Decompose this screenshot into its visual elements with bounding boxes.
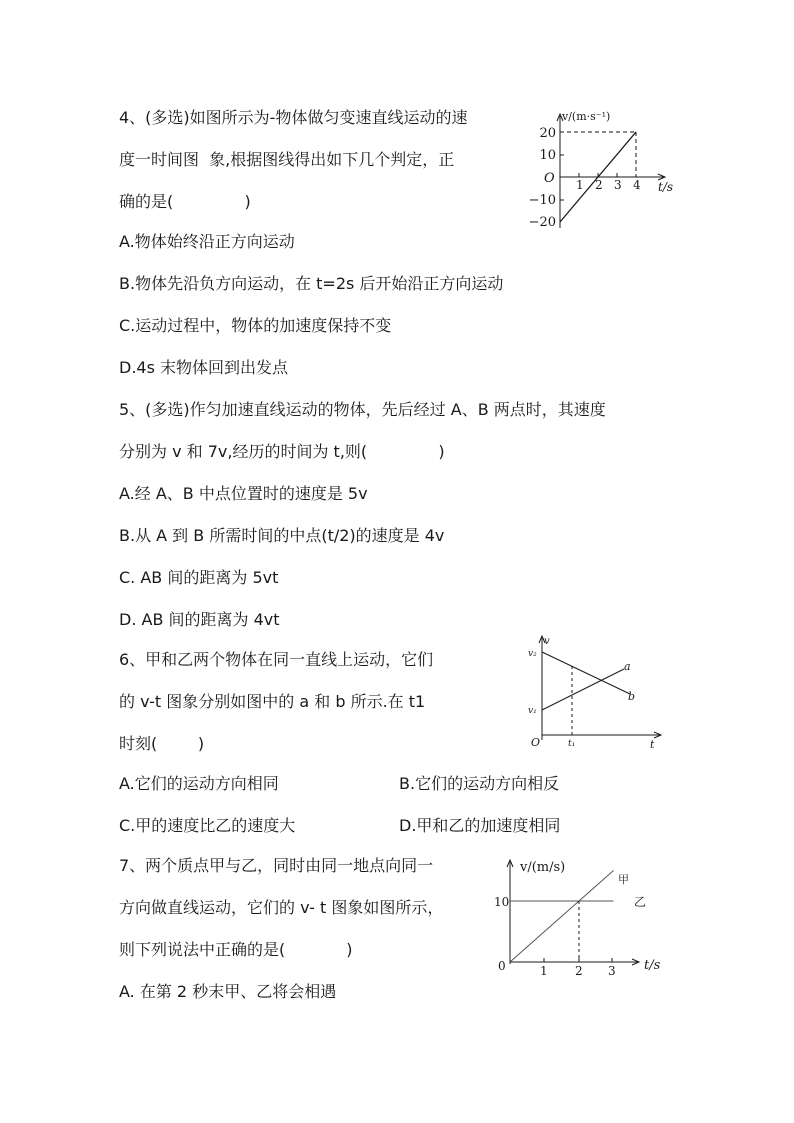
q6-t1-label: t₁ bbox=[568, 739, 576, 749]
q6-line-a bbox=[542, 669, 624, 710]
q4-stem-line-2: 度一时间图 象,根据图线得出如下几个判定，正 bbox=[119, 150, 455, 169]
q4-option-d: D.4s 末物体回到出发点 bbox=[119, 358, 289, 377]
q7-xtick-3: 3 bbox=[608, 964, 616, 976]
q7-y-label: v/(m/s) bbox=[520, 860, 566, 875]
q7-line-jia bbox=[510, 871, 614, 963]
q6-option-b: B.它们的运动方向相反 bbox=[399, 774, 560, 793]
q4-ytick-neg20: −20 bbox=[528, 215, 556, 230]
q4-option-c: C.运动过程中，物体的加速度保持不变 bbox=[119, 316, 392, 335]
q7-option-a: A. 在第 2 秒末甲、乙将会相遇 bbox=[119, 982, 337, 1001]
q7-xtick-1: 1 bbox=[540, 964, 548, 976]
q6-v2-label: v₂ bbox=[528, 649, 537, 659]
q4-ytick-20: 20 bbox=[539, 126, 556, 141]
q5-option-a: A.经 A、B 中点位置时的速度是 5v bbox=[119, 484, 368, 503]
q6-label-b: b bbox=[628, 690, 636, 703]
q7-label-jia: 甲 bbox=[618, 873, 629, 886]
q4-ytick-neg10: −10 bbox=[528, 193, 556, 208]
q6-origin-label: O bbox=[531, 736, 541, 749]
q4-stem-line-1: 4、(多选)如图所示为-物体做匀变速直线运动的速 bbox=[119, 108, 468, 127]
q6-option-c: C.甲的速度比乙的速度大 bbox=[119, 816, 296, 835]
q7-stem-line-3: 则下列说法中正确的是( ) bbox=[119, 940, 353, 959]
q5-stem-line-2: 分别为 v 和 7v,经历的时间为 t,则( ) bbox=[119, 442, 445, 461]
q4-ytick-10: 10 bbox=[539, 148, 556, 163]
q6-v1-label: v₁ bbox=[528, 706, 537, 716]
q6-x-label: t bbox=[650, 738, 655, 750]
q5-option-c: C. AB 间的距离为 5vt bbox=[119, 568, 279, 587]
q7-xtick-2: 2 bbox=[575, 964, 583, 976]
q7-origin-label: 0 bbox=[498, 959, 506, 973]
q7-stem-line-2: 方向做直线运动，它们的 v- t 图象如图所示， bbox=[119, 898, 444, 917]
q6-stem-line-1: 6、甲和乙两个物体在同一直线上运动，它们 bbox=[119, 650, 434, 669]
q5-stem-line-1: 5、(多选)作匀加速直线运动的物体，先后经过 A、B 两点时，其速度 bbox=[119, 400, 606, 419]
q4-xtick-1: 1 bbox=[576, 178, 584, 192]
q4-x-label: t/s bbox=[658, 180, 674, 194]
q7-stem-line-1: 7、两个质点甲与乙，同时由同一地点向同一 bbox=[119, 856, 434, 875]
q7-vt-graph bbox=[494, 854, 670, 976]
q4-xtick-2: 2 bbox=[595, 178, 603, 192]
q6-label-a: a bbox=[624, 660, 631, 673]
q4-option-b: B.物体先沿负方向运动，在 t=2s 后开始沿正方向运动 bbox=[119, 274, 504, 293]
q4-vt-graph bbox=[524, 108, 680, 234]
q6-stem-line-2: 的 v-t 图象分别如图中的 a 和 b 所示.在 t1 bbox=[119, 692, 426, 711]
q6-vt-graph bbox=[526, 632, 668, 750]
q7-x-label: t/s bbox=[644, 958, 661, 973]
q4-xtick-4: 4 bbox=[633, 178, 641, 192]
q5-option-b: B.从 A 到 B 所需时间的中点(t/2)的速度是 4v bbox=[119, 526, 445, 545]
q5-option-d: D. AB 间的距离为 4vt bbox=[119, 610, 280, 629]
q4-origin-label: O bbox=[544, 171, 555, 186]
q6-option-a: A.它们的运动方向相同 bbox=[119, 774, 279, 793]
q6-stem-line-3: 时刻( ) bbox=[119, 734, 205, 753]
q4-stem-line-3: 确的是( ) bbox=[119, 192, 251, 211]
q6-option-d: D.甲和乙的加速度相同 bbox=[399, 816, 561, 835]
q7-ytick-10: 10 bbox=[494, 895, 510, 909]
q7-label-yi: 乙 bbox=[634, 895, 647, 909]
q6-y-label: v bbox=[544, 636, 550, 647]
q4-xtick-3: 3 bbox=[614, 178, 622, 192]
q4-y-label: v/(m·s⁻¹) bbox=[562, 110, 611, 123]
q4-option-a: A.物体始终沿正方向运动 bbox=[119, 232, 295, 251]
